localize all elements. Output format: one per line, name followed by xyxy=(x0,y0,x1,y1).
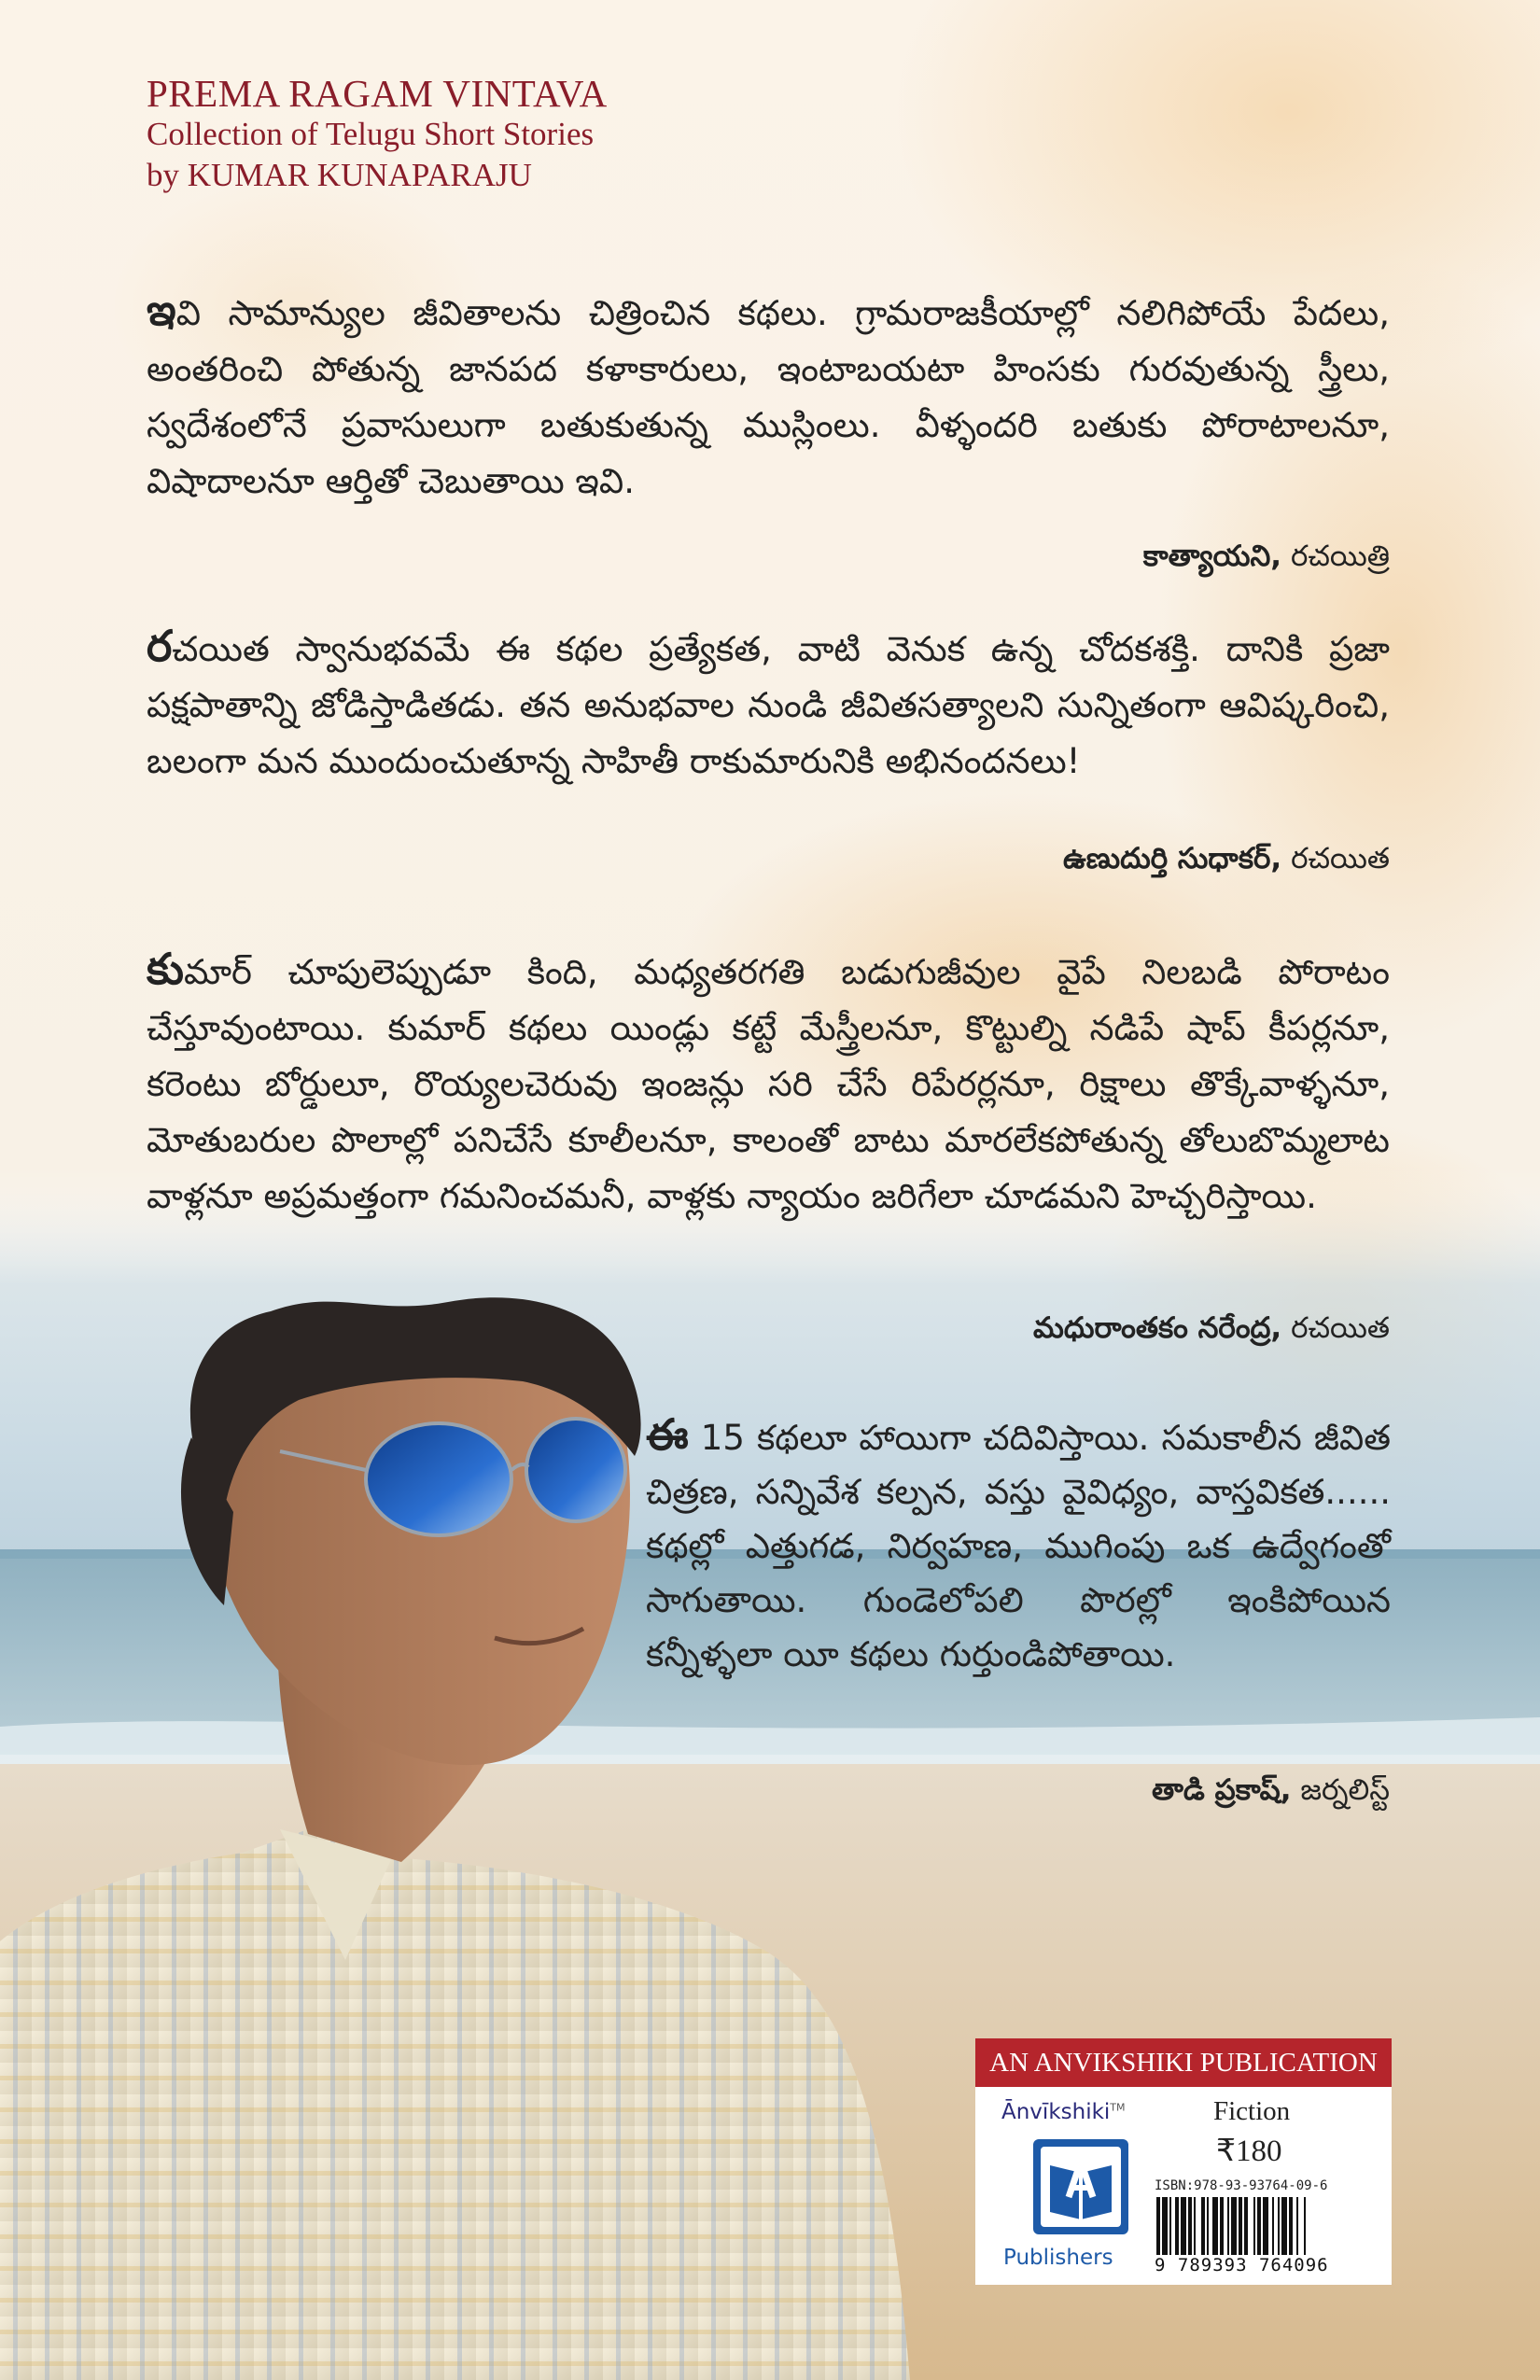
barcode-bar xyxy=(1304,2197,1306,2255)
isbn-label: ISBN:978-93-93764-09-6 xyxy=(1155,2178,1328,2193)
attribution-name: ఉణుదుర్తి సుధాకర్, xyxy=(1063,842,1282,875)
blurb-initial: కు xyxy=(147,944,184,994)
attribution-role: రచయిత xyxy=(1291,1311,1390,1345)
blurb-4 xyxy=(646,1407,1391,1682)
barcode-bar xyxy=(1257,2197,1261,2255)
barcode-bar xyxy=(1220,2197,1224,2255)
publisher-card xyxy=(975,2038,1392,2285)
title-block xyxy=(147,73,608,196)
barcode-bar xyxy=(1181,2197,1186,2255)
blurb-initial: ఈ xyxy=(646,1409,689,1460)
attribution-4 xyxy=(1152,1773,1390,1813)
barcode-bar xyxy=(1289,2197,1293,2255)
blurb-text: మార్ చూపులెప్పుడూ కింది, మధ్యతరగతి బడుగుజీవుల వైపే నిలబడి పోరాటం చేస్తూవుంటాయి. కుమార్ కథలు యిండ్లు కట్టే మేస్త్రీలనూ, కొట్టుల్ని నడిపే షాప్ కీపర్లనూ, కరెంటు బోర్డులూ, రొయ్యలచెరువు ఇంజన్లు సరి చేసే రిపేరర్లనూ, రిక్షాలు తొక్కేవాళ్ళనూ, మోతుబరుల పొలాల్లో పనిచేసే కూలీలనూ, కాలంతో బాటు మారలేకపోతున్న తోలుబొమ్మలాట వాళ్లనూ అప్రమత్తంగా గమనించమనీ, వాళ్లకు న్యాయం జరిగేలా చూడమని హెచ్చరిస్తాయి. xyxy=(147,952,1390,1216)
blurb-3 xyxy=(147,941,1390,1225)
blurb-text: చయిత స్వానుభవమే ఈ కథల ప్రత్యేకత, వాటి వెనుక ఉన్న చోదకశక్తి. దానికి ప్రజా పక్షపాతాన్ని జోడిస్తాడితడు. తన అనుభవాల నుండి జీవితసత్యాలని సున్నితంగా ఆవిష్కరించి, బలంగా మన ముందుంచుతూన్న సాహితీ రాకుమారునికి అభినందనలు! xyxy=(147,629,1390,781)
trademark-mark: TM xyxy=(1110,2101,1126,2114)
barcode-bar xyxy=(1244,2197,1248,2255)
attribution-2 xyxy=(1063,842,1390,882)
blurb-2 xyxy=(147,618,1390,790)
open-book-icon xyxy=(1029,2135,1132,2238)
barcode-bar xyxy=(1175,2197,1179,2255)
barcode-bar xyxy=(1201,2197,1205,2255)
attribution-1 xyxy=(1143,539,1390,580)
genre-label: Fiction xyxy=(1213,2096,1291,2126)
barcode-bar xyxy=(1263,2197,1268,2255)
attribution-name: కాత్యాయని, xyxy=(1142,539,1282,573)
publisher-logo-name: Ānvīkshiki™ xyxy=(1001,2100,1126,2124)
attribution-role: రచయిత xyxy=(1291,842,1390,875)
barcode xyxy=(1155,2197,1375,2255)
barcode-bar xyxy=(1156,2197,1160,2255)
publisher-logo-publishers: Publishers xyxy=(1003,2246,1113,2270)
barcode-bar xyxy=(1253,2197,1255,2255)
barcode-bar xyxy=(1188,2197,1192,2255)
attribution-role: రచయిత్రి xyxy=(1290,539,1390,573)
author-line: by KUMAR KUNAPARAJU xyxy=(147,157,532,193)
publisher-band: AN ANVIKSHIKI PUBLICATION xyxy=(975,2038,1392,2087)
barcode-number: 9 789393 764096 xyxy=(1155,2255,1329,2275)
barcode-bar xyxy=(1272,2197,1274,2255)
barcode-bar xyxy=(1227,2197,1229,2255)
blurb-initial: ఇ xyxy=(147,285,176,335)
barcode-bar xyxy=(1296,2197,1298,2255)
attribution-role: జర్నలిస్ట్ xyxy=(1300,1773,1390,1807)
blurb-text: 15 కథలూ హాయిగా చదివిస్తాయి. సమకాలీన జీవిత చిత్రణ, సన్నివేశ కల్పన, వస్తు వైవిధ్యం, వాస్తవికత...... కథల్లో ఎత్తుగడ, నిర్వహణ, ముగింపు ఒక ఉద్వేగంతో సాగుతాయి. గుండెలోపలి పొరల్లో ఇంకిపోయిన కన్నీళ్ళలా యీ కథలు గుర్తుండిపోతాయి. xyxy=(646,1418,1391,1674)
blurb-1 xyxy=(147,282,1390,510)
barcode-bar xyxy=(1162,2197,1168,2255)
barcode-bar xyxy=(1281,2197,1287,2255)
attribution-3 xyxy=(1033,1311,1390,1351)
barcode-bar xyxy=(1207,2197,1209,2255)
barcode-bar xyxy=(1194,2197,1196,2255)
price-label: ₹180 xyxy=(1216,2135,1282,2168)
barcode-bar xyxy=(1212,2197,1218,2255)
barcode-bar xyxy=(1278,2197,1280,2255)
barcode-bar xyxy=(1239,2197,1242,2255)
blurb-initial: ర xyxy=(147,621,173,671)
book-title: PREMA RAGAM VINTAVA xyxy=(147,72,608,115)
book-subtitle: Collection of Telugu Short Stories xyxy=(147,116,595,152)
attribution-name: తాడి ప్రకాష్, xyxy=(1152,1773,1292,1807)
attribution-name: మధురాంతకం నరేంద్ర, xyxy=(1033,1311,1282,1345)
barcode-bar xyxy=(1169,2197,1171,2255)
blurb-text: వి సామాన్యుల జీవితాలను చిత్రించిన కథలు. గ్రామరాజకీయాల్లో నలిగిపోయే పేదలు, అంతరించి పోతున్న జానపద కళాకారులు, ఇంటాబయటా హింసకు గురవుతున్న స్త్రీలు, స్వదేశంలోనే ప్రవాసులుగా బతుకుతున్న ముస్లింలు. వీళ్ళందరి బతుకు పోరాటాలనూ, విషాదాలనూ ఆర్తితో చెబుతాయి ఇవి. xyxy=(147,293,1390,501)
barcode-bar xyxy=(1231,2197,1237,2255)
